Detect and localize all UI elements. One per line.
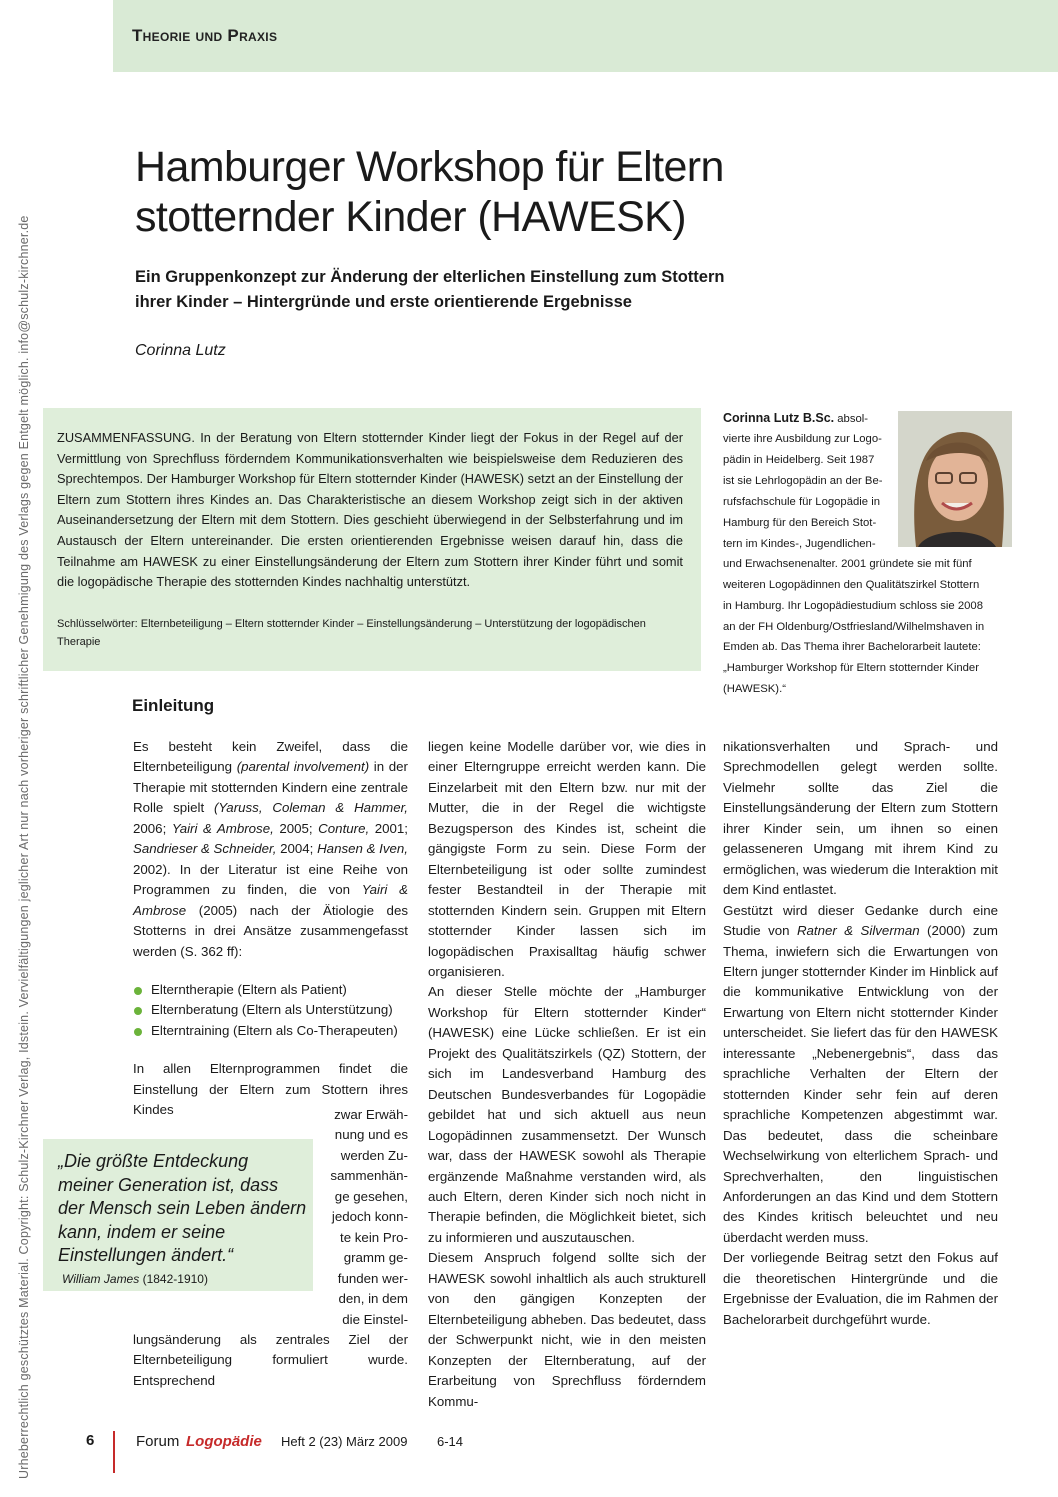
- bio-line: in Hamburg. Ihr Logopädiestudium schloss sie 2008: [723, 600, 983, 612]
- citation: (Yaruss, Coleman & Hammer,: [214, 800, 409, 816]
- citation: Conture,: [318, 820, 370, 836]
- col1-paragraph-2-tail: lungsänderung als zentrales Ziel der Elternbeteiligung formuliert wurde. Entsprechend: [133, 1332, 408, 1388]
- bio-line: und Erwachsenenalter. 2001 gründete sie mit fünf: [723, 558, 972, 570]
- bio-line: an der FH Oldenburg/Ostfriesland/Wilhelmshaven in: [723, 621, 985, 633]
- bio-name-line: [723, 408, 868, 430]
- col2-paragraph-1: liegen keine Modelle darüber vor, wie dies in einer Elterngruppe erreicht werden kann. Die Einzelarbeit mit den Eltern bzw. nur mit der Mutter, die in der Regel die wichtigste Bezugsperson des Kindes ist, scheint die gängigste Form zu sein. Diese Form der Elternbeteiligung ist oder sollte zumindest fester Bestandteil in der Therapie mit stotternden Kindern sein. Gruppen mit Eltern stotternder Kinder lassen sich im logopädischen Praxisalltag häufig schwer organisieren.: [428, 739, 706, 979]
- bio-line: Hamburg für den Bereich Stot-: [723, 517, 877, 529]
- text-run: in der Therapie mit stotternden Kindern eine zentrale Rolle spielt: [133, 759, 408, 816]
- text-run: 2002). In der Literatur ist eine Reihe von Programmen zu finden, die von: [133, 861, 408, 898]
- text-run: Es besteht kein Zweifel, dass die Elternbeteiligung: [133, 739, 408, 775]
- citation: Yairi & Ambrose: [133, 882, 408, 918]
- wrap-line: sammenhän-: [330, 1168, 408, 1184]
- citation: Ratner & Silverman: [796, 923, 920, 939]
- wrap-line: jedoch konn-: [331, 1209, 408, 1225]
- article-title: [135, 142, 955, 242]
- abstract-text: ZUSAMMENFASSUNG. In der Beratung von Eltern stotternder Kinder liegt der Fokus in der Regel auf der Vermittlung von Sprechfluss förderndem Kommunikationsverhalten wie beispielsweise dem Reduzieren des Sprechtempos. Der Hamburger Workshop für Eltern stotternder Kinder (HAWESK) setzt an der Einstellung der Eltern zum Stottern ihres Kindes an. Das Charakteristische an diesem Workshop zeigt sich in der aktiven Auseinandersetzung der Eltern mit dem Stottern. Dies geschieht überwiegend in der Selbsterfahrung und im Austausch der Eltern untereinander. Die ersten orientierenden Ergebnisse weisen darauf hin, dass die Teilnahme am HAWESK zu einer Einstellungsänderung der Eltern zum Stottern ihrer Kinder führt und somit die logopädische Therapie des stotternden Kindes nachhaltig unterstützt.: [57, 430, 683, 590]
- bio-line: Emden ab. Das Thema ihrer Bachelorarbeit lautete:: [723, 641, 981, 653]
- col2-paragraph-3: Diesem Anspruch folgend sollte sich der HAWESK sowohl inhaltlich als auch strukturell von den gängigen Konzepten der Elternbeteiligung abheben. Das bedeutet, dass der Schwerpunkt nicht, wie in den meisten Konzepten der Elternberatung, auf der Erarbeitung von Sprechfluss förderndem Kommu-: [428, 1250, 706, 1409]
- article-author: Corinna Lutz: [135, 342, 226, 359]
- bio-line: weiteren Logopädinnen den Qualitätszirkel Stottern: [723, 579, 980, 591]
- subtitle-line-1: Ein Gruppenkonzept zur Änderung der elterlichen Einstellung zum Stottern: [135, 268, 725, 286]
- column-1: [133, 737, 408, 1121]
- bullet-dot-icon: [134, 1028, 142, 1036]
- bio-name: Corinna Lutz B.Sc.: [723, 411, 835, 425]
- list-item-label: Elternberatung (Eltern als Unterstützung): [151, 1002, 393, 1018]
- keywords: Schlüsselwörter: Elternbeteiligung – Eltern stotternder Kinder – Einstellungsänderung – Unterstützung der logopädischen Therapie: [57, 618, 646, 648]
- bio-line: pädin in Heidelberg. Seit 1987: [723, 454, 875, 466]
- col3-paragraph-3: Der vorliegende Beitrag setzt den Fokus auf die theoretischen Hintergründe und die Ergebnisse der Evaluation, die im Rahmen der Bachelorarbeit durchgeführt wurde.: [723, 1250, 998, 1327]
- col2-paragraph-2: An dieser Stelle möchte der „Hamburger Workshop für Eltern stotternder Kinder“ (HAWESK) eine Lücke schließen. Er ist ein Projekt des Qualitätszirkels (QZ) Stottern, der sich im Landesverband Hamburg des Deutschen Bundesverbandes für Logopädie gebildet hat und sich aktuell aus neun Logopädinnen zusammensetzt. Der Wunsch war, dass der HAWESK sowohl als Therapie ergänzende Maßnahme verstanden wird, als auch Eltern, deren Kinder sich noch nicht in Therapie befinden, die Möglichkeit bietet, sich zu informieren und auszutauschen.: [428, 984, 706, 1245]
- author-photo: [898, 411, 1012, 547]
- wrap-line: zwar Erwäh-: [334, 1107, 408, 1122]
- quote-years: (1842-1910): [142, 1272, 208, 1286]
- journal-name: Forum: [136, 1433, 180, 1450]
- bio-line: vierte ihre Ausbildung zur Logo-: [723, 433, 882, 445]
- bio-line: ist sie Lehrlogopädin an der Be-: [723, 475, 883, 487]
- title-line-2: stotternder Kinder (HAWESK): [135, 193, 686, 241]
- journal-name-accent: Logopädie: [186, 1433, 262, 1450]
- wrap-line: te kein Pro-: [340, 1229, 408, 1245]
- col1-paragraph-2: In allen Elternprogrammen findet die Einstellung der Eltern zum Stottern ihres Kindes: [133, 1061, 408, 1118]
- col3-paragraph-2: [723, 901, 998, 1249]
- bio-line: „Hamburger Workshop für Eltern stotternder Kinder: [723, 662, 979, 674]
- text-run-italic: (parental involvement): [236, 759, 370, 775]
- subtitle-line-2: ihrer Kinder – Hintergründe und erste orientierende Ergebnisse: [135, 293, 632, 311]
- footer-divider: [113, 1431, 115, 1473]
- wrapped-text-around-quote: [326, 1105, 408, 1330]
- bio-line-0: absol-: [837, 413, 869, 425]
- list-item: [133, 1000, 408, 1020]
- wrap-line: gramm ge-: [343, 1250, 408, 1266]
- text-run: 2004;: [276, 841, 318, 857]
- bullet-dot-icon: [134, 1007, 142, 1015]
- bullet-dot-icon: [134, 987, 142, 995]
- wrap-line: funden wer-: [337, 1270, 408, 1286]
- section-label: Theorie und Praxis: [132, 26, 278, 45]
- list-item: [133, 1021, 408, 1041]
- quote-author: William James: [62, 1272, 140, 1286]
- page-range: 6-14: [437, 1434, 464, 1449]
- wrap-line: den, in dem: [338, 1291, 408, 1307]
- section-heading: Einleitung: [132, 696, 215, 715]
- wrap-line: die Einstel-: [342, 1311, 408, 1327]
- copyright-notice: Urheberrechtlich geschütztes Material. Copyright: Schulz-Kirchner Verlag, Idstein. Vervielfältigungen jeglicher Art nur nach vorheriger schriftlicher Genehmigung des Verlags gegen Entgelt möglich. info@schulz-kirchner.de: [17, 215, 31, 1479]
- citation: Yairi & Ambrose,: [171, 820, 274, 836]
- text-run: 2006;: [133, 820, 172, 836]
- list-item-label: Elterntraining (Eltern als Co-Therapeuten): [151, 1022, 398, 1038]
- article-subtitle: [135, 265, 815, 315]
- text-run: 2005;: [273, 820, 319, 836]
- wrap-line: ge gesehen,: [334, 1188, 408, 1204]
- citation: Hansen & Iven,: [317, 841, 408, 857]
- pull-quote: „Die größte Entdeckung meiner Generation ist, dass der Mensch sein Leben ändern kann, indem er seine Einstellungen ändert.“: [58, 1151, 307, 1265]
- list-item-label: Elterntherapie (Eltern als Patient): [151, 981, 347, 997]
- column-2: [428, 737, 706, 1412]
- text-run: (2000) zum Thema, inwiefern sich die Erwartungen von Eltern junger stotternder Kinder im Hinblick auf die kommunikative Entwicklung von der Erwartung von Eltern nicht stotternder Kinder unterscheidet. Sie liefert das für den HAWESK interessante „Nebenergebnis“, dass das sprachliche Verhalten der Eltern der stotternden Kinder sehr fein auf deren sprachliche Kompetenzen abgestimmt war. Das bedeutet, dass die scheinbare Wechselwirkung von elterlichem Sprach- und Sprechverhalten, den linguistischen Anforderungen an das Kind und dem Stottern des Kindes kritisch beleuchtet und neu überdacht werden muss.: [723, 923, 998, 1245]
- citation: Sandrieser & Schneider,: [133, 841, 277, 857]
- bio-line: tern im Kindes-, Jugendlichen-: [723, 538, 876, 550]
- column-3: [723, 737, 998, 1330]
- title-line-1: Hamburger Workshop für Eltern: [135, 143, 724, 191]
- bio-line: (HAWESK).“: [723, 683, 786, 695]
- quote-attribution: [62, 1272, 208, 1286]
- page-number: 6: [86, 1432, 95, 1449]
- portrait-image: [898, 411, 1012, 547]
- issue-info: Heft 2 (23) März 2009: [281, 1434, 408, 1449]
- text-run: Gestützt wird dieser Gedanke durch eine Studie von: [723, 902, 998, 939]
- list-item: [133, 980, 408, 1000]
- bio-line: rufsfachschule für Logopädie in: [723, 496, 881, 508]
- text-run: 2001;: [369, 820, 408, 836]
- bullet-list: [133, 980, 408, 1041]
- text-run: (2005) nach der Ätiologie des Stotterns in drei Ansätze zusammengefasst werden (S. 362 ff):: [133, 902, 408, 959]
- wrap-line: nung und es: [334, 1127, 408, 1143]
- col3-paragraph-1: nikationsverhalten und Sprach- und Sprechmodellen gelegt werden sollte. Vielmehr sollte das Ziel die Einstellungsänderung der Eltern zum Stottern ihrer Kinder sein, um ihnen so einen gelasseneren Umgang mit ihrem Kind zu ermöglichen, was wiederum die Interaktion mit dem Kind entlastet.: [723, 739, 998, 898]
- col1-paragraph-1: [133, 737, 408, 962]
- wrap-line: werden Zu-: [340, 1147, 408, 1163]
